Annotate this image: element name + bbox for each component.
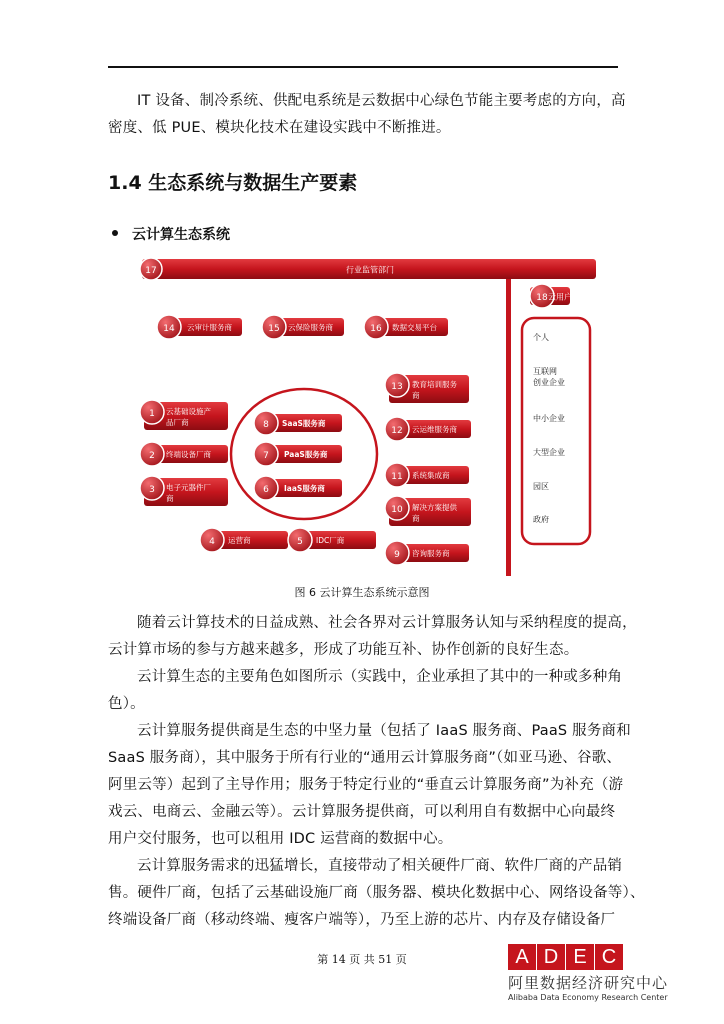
node-label: PaaS服务商 xyxy=(284,450,328,459)
node-12 xyxy=(385,417,471,441)
node-num: 1 xyxy=(149,409,155,419)
logo-letters xyxy=(508,944,693,970)
node-label: 终端设备厂商 xyxy=(166,450,211,459)
node-label: 云保险服务商 xyxy=(288,323,333,332)
body-paragraph xyxy=(108,718,631,853)
body-paragraph xyxy=(108,610,637,664)
ecosystem-diagram xyxy=(136,254,602,580)
logo-letter: D xyxy=(537,944,565,970)
divider-bar xyxy=(506,279,511,576)
node-label: 云基础设施产 xyxy=(166,407,211,416)
node-label: 数据交易平台 xyxy=(392,323,437,332)
node-13 xyxy=(385,373,469,403)
node-label: SaaS服务商 xyxy=(282,419,326,428)
body-line: 云计算市场的参与方越来越多，形成了功能互补、协作创新的良好生态。 xyxy=(108,642,579,658)
node-14 xyxy=(157,315,242,339)
section-heading: 1.4 生态系统与数据生产要素 xyxy=(108,172,358,194)
figure-caption: 图 6 云计算生态系统示意图 xyxy=(294,586,430,599)
node-label: 云审计服务商 xyxy=(187,323,232,332)
node-label: 品厂商 xyxy=(166,418,189,427)
node-5 xyxy=(288,528,376,552)
node-num: 7 xyxy=(263,451,269,461)
intro-line: IT 设备、制冷系统、供配电系统是云数据中心绿色节能主要考虑的方向，高 xyxy=(137,93,626,109)
user-item: 创业企业 xyxy=(533,378,565,387)
node-label: 云运维服务商 xyxy=(412,425,457,434)
user-item: 个人 xyxy=(533,333,549,342)
node-8 xyxy=(254,411,342,435)
node-label: 咨询服务商 xyxy=(412,549,450,558)
logo-en-name: Alibaba Data Economy Research Center xyxy=(508,993,668,1002)
node-16 xyxy=(364,315,448,339)
body-line: 色）。 xyxy=(108,696,145,712)
node-num: 2 xyxy=(149,451,155,461)
node-label: 电子元器件厂 xyxy=(166,483,211,492)
node-regulator xyxy=(140,258,596,280)
body-line: 云计算生态的主要角色如图所示（实践中，企业承担了其中的一种或多种角 xyxy=(137,669,623,685)
node-9 xyxy=(385,541,469,565)
node-num: 12 xyxy=(391,426,403,436)
logo-letter: A xyxy=(508,944,536,970)
node-num: 3 xyxy=(149,485,155,495)
node-num: 11 xyxy=(391,472,403,482)
user-item: 中小企业 xyxy=(533,414,565,423)
node-num: 5 xyxy=(297,537,303,547)
node-15 xyxy=(262,315,344,339)
node-num: 4 xyxy=(209,537,215,547)
bullet-icon xyxy=(112,230,118,236)
body-line: 终端设备厂商（移动终端、瘦客户端等），乃至上游的芯片、内存及存储设备厂 xyxy=(108,912,616,928)
user-item: 园区 xyxy=(533,482,549,491)
body-line: 云计算服务提供商是生态的中坚力量（包括了 IaaS 服务商、PaaS 服务商和 xyxy=(137,723,631,739)
node-1 xyxy=(140,400,228,430)
body-line: 用户交付服务，也可以租用 IDC 运营商的数据中心。 xyxy=(108,831,453,847)
node-label: 商 xyxy=(166,494,174,503)
body-line: 随着云计算技术的日益成熟、社会各界对云计算服务认知与采纳程度的提高， xyxy=(137,615,637,631)
node-num: 15 xyxy=(268,324,280,334)
adec-logo xyxy=(508,944,693,1004)
node-2 xyxy=(140,442,228,466)
user-item: 大型企业 xyxy=(533,448,565,457)
body-line: 售。硬件厂商，包括了云基础设施厂商（服务器、模块化数据中心、网络设备等）、 xyxy=(108,885,645,901)
intro-line: 密度、低 PUE、模块化技术在建设实践中不断推进。 xyxy=(108,120,451,136)
node-label: 教育培训服务 xyxy=(412,380,457,389)
body-line: 云计算服务需求的迅猛增长，直接带动了相关硬件厂商、软件厂商的产品销 xyxy=(137,858,623,874)
node-11 xyxy=(385,463,469,487)
node-label: 商 xyxy=(412,391,420,400)
node-num: 17 xyxy=(145,266,157,276)
bullet-item xyxy=(112,224,230,244)
body-paragraph xyxy=(108,853,645,934)
node-num: 6 xyxy=(263,485,269,495)
bullet-title: 云计算生态系统 xyxy=(132,227,230,243)
node-label: IDC厂商 xyxy=(316,536,345,545)
node-3 xyxy=(140,476,228,506)
user-item: 互联网 xyxy=(533,367,557,376)
node-num: 8 xyxy=(263,420,269,430)
logo-cn-name: 阿里数据经济研究中心 xyxy=(508,974,669,992)
user-item: 政府 xyxy=(533,515,549,524)
node-label: 运营商 xyxy=(228,536,251,545)
user-list-box xyxy=(522,318,590,544)
node-cloud-user xyxy=(530,284,572,308)
node-num: 18 xyxy=(536,293,548,303)
body-paragraph xyxy=(108,664,623,718)
body-line: SaaS 服务商），其中服务于所有行业的“通用云计算服务商”（如亚马逊、谷歌、 xyxy=(108,750,622,766)
node-num: 9 xyxy=(394,550,400,560)
logo-letter: E xyxy=(566,944,594,970)
node-6 xyxy=(254,476,342,500)
node-10 xyxy=(385,496,471,526)
node-label: 行业监管部门 xyxy=(346,265,394,275)
node-label: 系统集成商 xyxy=(412,471,450,480)
node-num: 14 xyxy=(163,324,175,334)
intro-paragraph xyxy=(108,88,626,142)
logo-letter: C xyxy=(595,944,623,970)
node-label: 云用户 xyxy=(548,292,572,302)
node-label: 商 xyxy=(412,514,420,523)
body-line: 戏云、电商云、金融云等）。云计算服务提供商，可以利用自有数据中心向最终 xyxy=(108,804,616,820)
header-rule xyxy=(108,66,618,68)
node-label: 解决方案提供 xyxy=(412,503,457,512)
node-label: IaaS服务商 xyxy=(284,484,325,493)
page-number: 第 14 页 共 51 页 xyxy=(317,953,407,966)
node-num: 16 xyxy=(370,324,382,334)
node-7 xyxy=(254,442,342,466)
body-line: 阿里云等）起到了主导作用；服务于特定行业的“垂直云计算服务商”为补充（游 xyxy=(108,777,624,793)
node-4 xyxy=(200,528,288,552)
node-num: 10 xyxy=(391,505,403,515)
node-num: 13 xyxy=(391,382,403,392)
